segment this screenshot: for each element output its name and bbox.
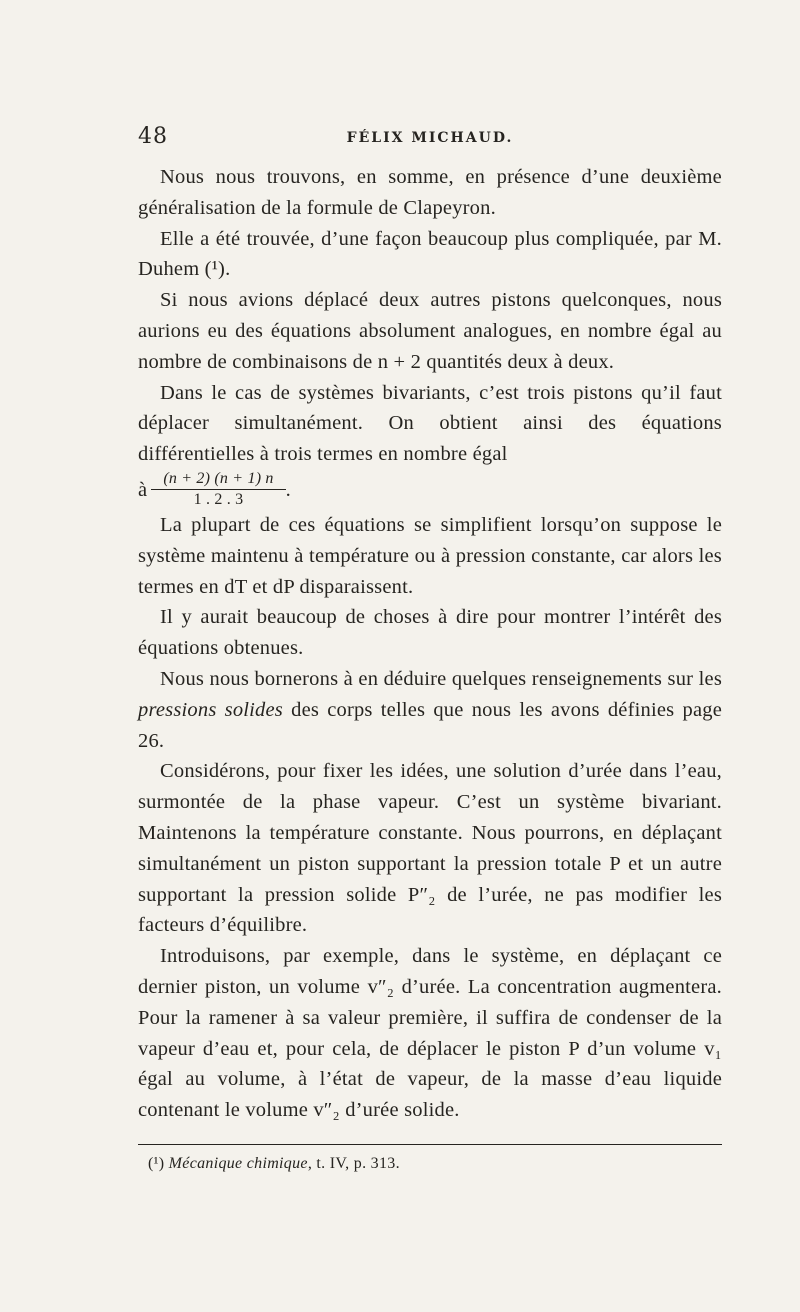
solides-after: des corps telles que nous les avons définies page 26.: [138, 698, 722, 752]
paragraph-bivariants: Dans le cas de systèmes bivariants, c’est trois pistons qu’il faut déplacer simultanément. On obtient ainsi des équations différentielles à trois termes en nombre égal: [138, 381, 722, 466]
paragraph-duhem: Elle a été trouvée, d’une façon beaucoup plus compliquée, par M. Duhem (¹).: [138, 227, 722, 281]
fraction-denominator: 1 . 2 . 3: [193, 491, 244, 509]
running-head: FÉLIX MICHAUD.: [346, 130, 514, 146]
body-text: [138, 162, 722, 1126]
paragraph-pistons: Si nous avions déplacé deux autres pistons quelconques, nous aurions eu des équations absolument analogues, en nombre égal au nombre de combinaisons de n + 2 quantités deux à deux.: [138, 289, 722, 373]
fraction-prefix: à: [138, 478, 148, 501]
page-number: 48: [138, 124, 168, 149]
fraction-line: [138, 470, 722, 510]
paragraph-interet: Il y aurait beaucoup de choses à dire pour montrer l’intérêt des équations obtenues.: [138, 606, 722, 660]
paragraph-pressions-solides: [138, 664, 722, 756]
fraction-numerator: (n + 2) (n + 1) n: [151, 470, 285, 490]
solides-italic: pressions solides: [138, 698, 283, 721]
solides-before: Nous nous bornerons à en déduire quelques renseignements sur les: [160, 667, 722, 690]
paragraph-simplification: La plupart de ces équations se simplifient lorsqu’on suppose le système maintenu à température ou à pression constante, car alors les termes en dT et dP disparaissent.: [138, 513, 722, 598]
book-page: [138, 124, 722, 1173]
paragraph-introduisons: Introduisons, par exemple, dans le système, en déplaçant ce dernier piston, un volume v″₂ d’urée. La concentration augmentera. Pour la ramener à sa valeur première, il suffira de condenser de la vapeur d’eau et, pour cela, de déplacer le piston P d’un volume v₁ égal au volume, à l’état de vapeur, de la masse d’eau liquide contenant le volume v″₂ d’urée solide.: [138, 945, 722, 1122]
footnote: [138, 1155, 722, 1173]
fraction-suffix: .: [285, 478, 291, 501]
paragraph-uree: Considérons, pour fixer les idées, une solution d’urée dans l’eau, surmontée de la phase vapeur. C’est un système bivariant. Maintenons la température constante. Nous pourrons, en déplaçant simultanément un piston supportant la pression totale P et un autre supportant la pression solide P″₂ de l’urée, ne pas modifier les facteurs d’équilibre.: [138, 760, 722, 937]
footnote-rule: [138, 1144, 722, 1145]
page-header: [138, 124, 722, 156]
footnote-marker: (¹): [148, 1154, 165, 1172]
combination-fraction: [151, 470, 285, 509]
paragraph-generalisation: Nous nous trouvons, en somme, en présence d’une deuxième généralisation de la formule de Clapeyron.: [138, 166, 722, 219]
footnote-title: Mécanique chimique: [168, 1154, 308, 1172]
footnote-rest: , t. IV, p. 313.: [307, 1154, 400, 1172]
